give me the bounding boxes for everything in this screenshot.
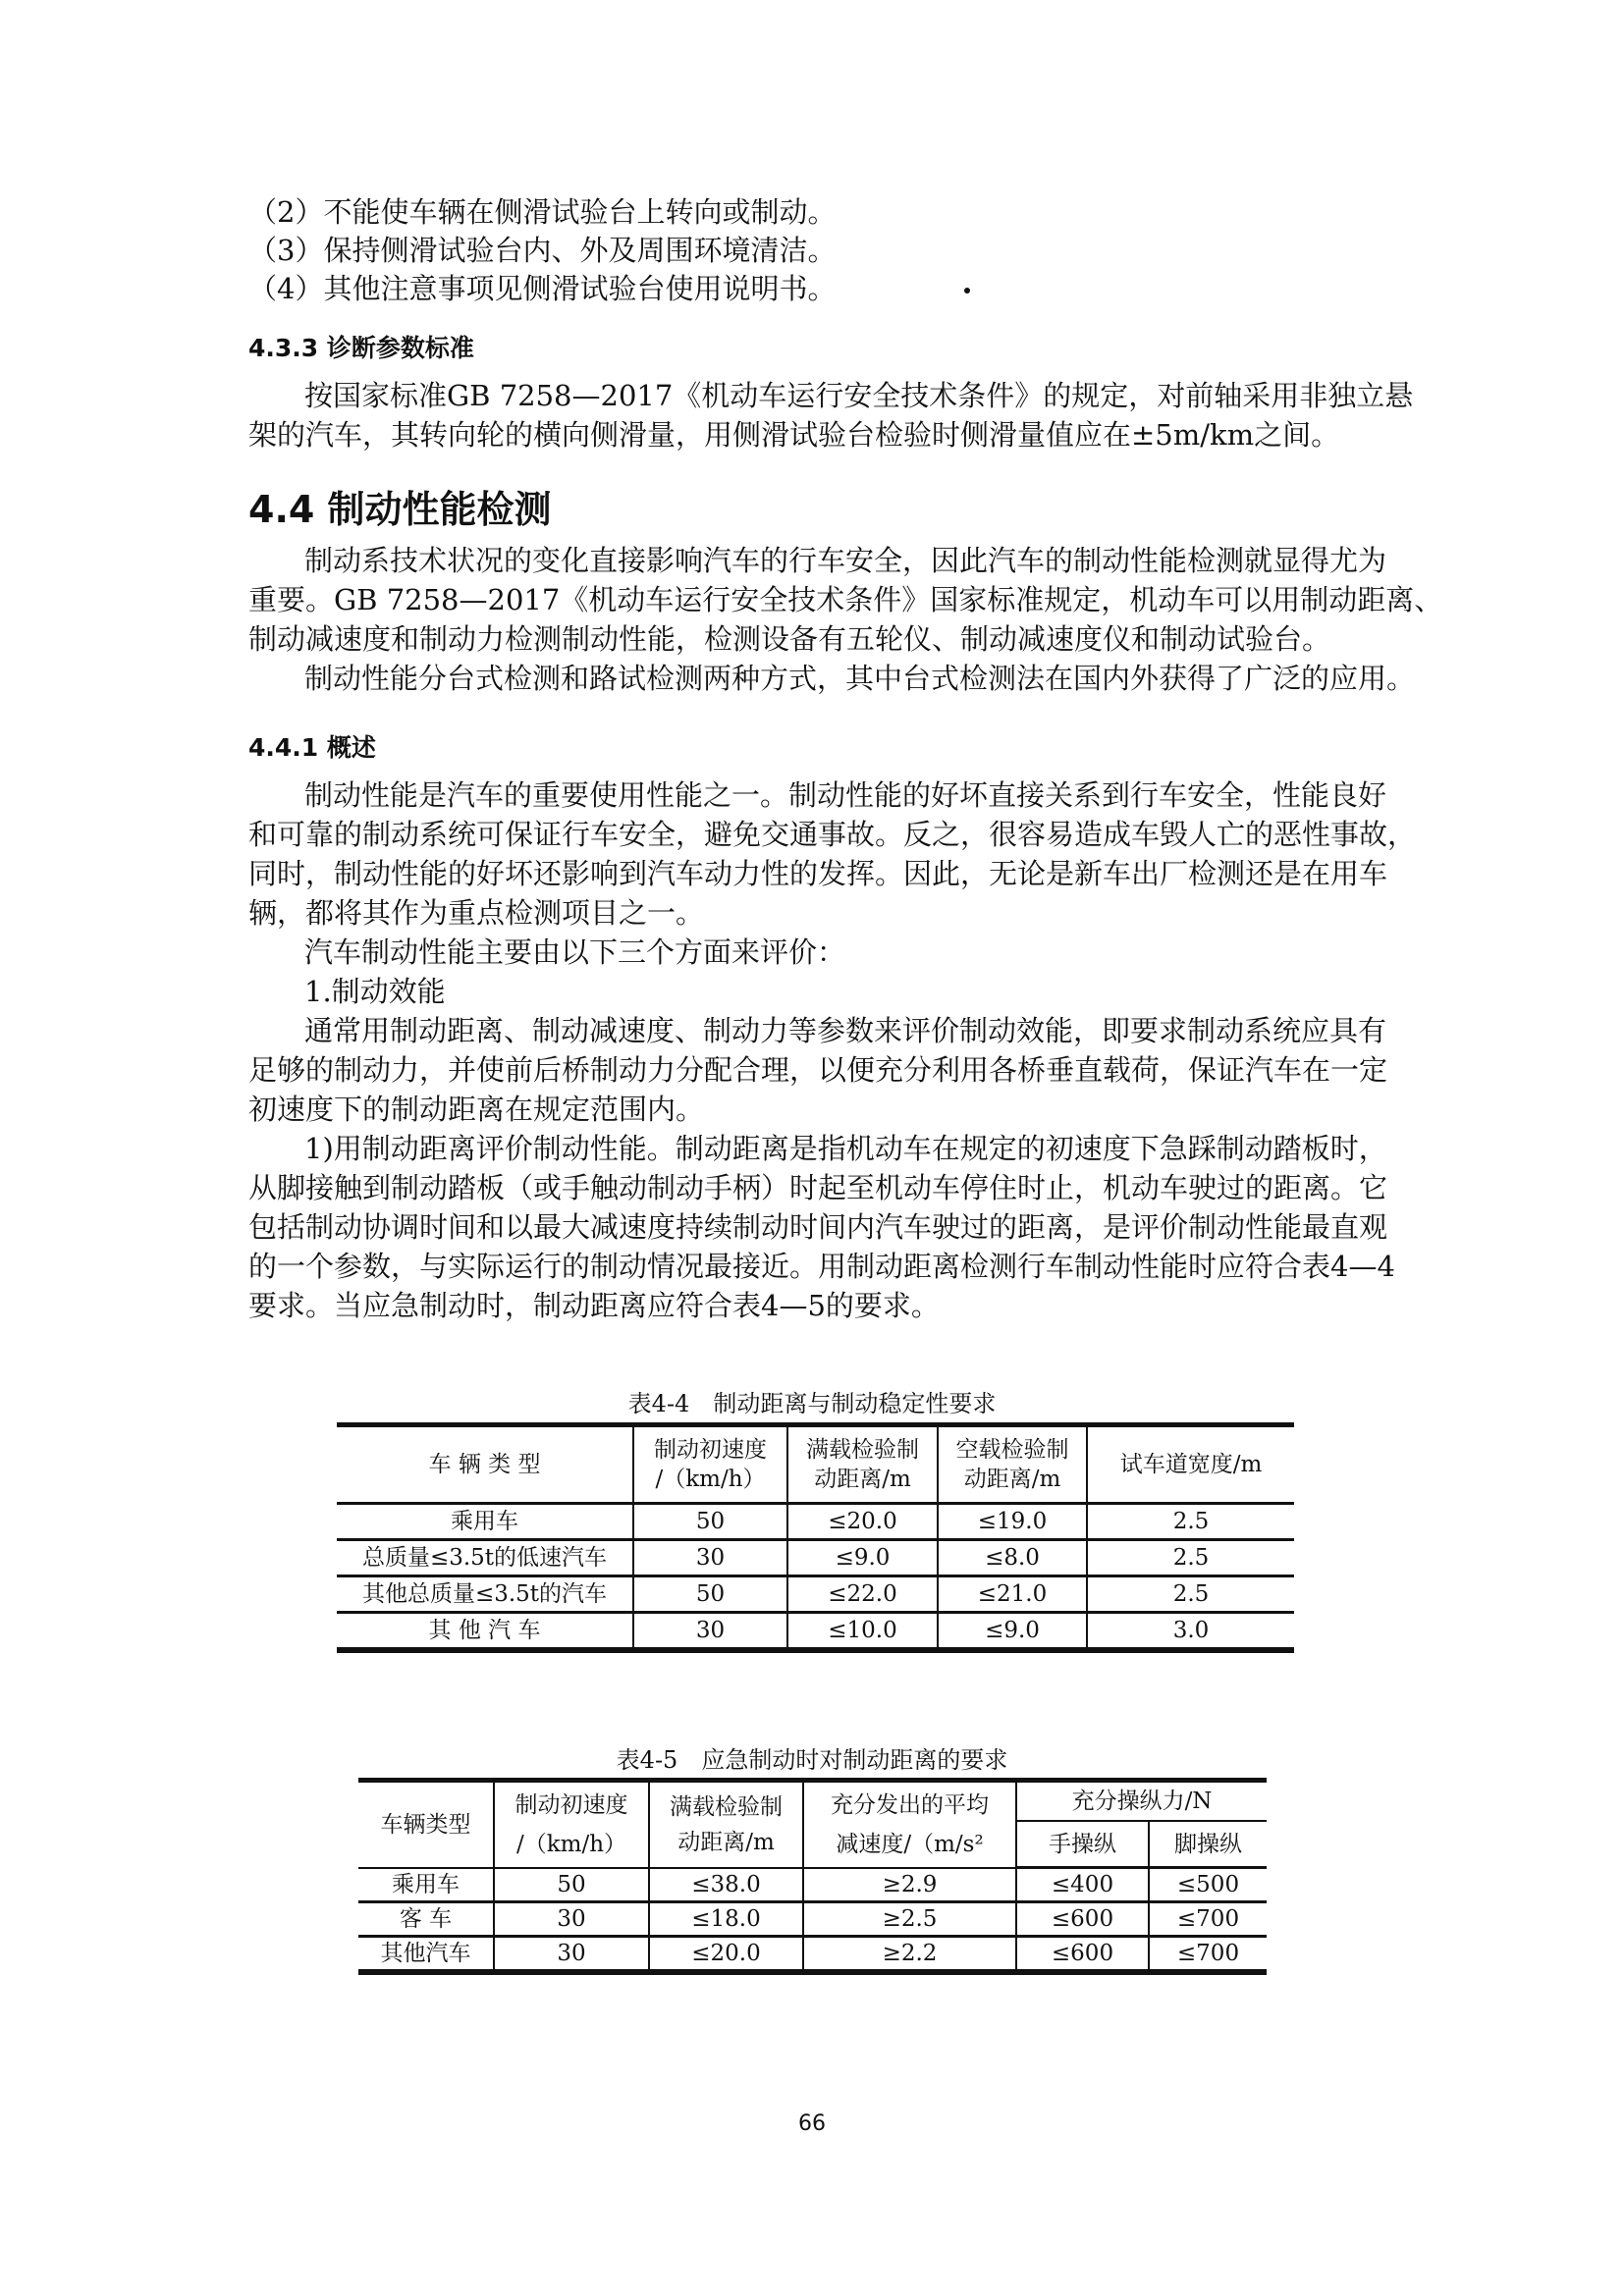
cell-speed: 30 — [494, 1937, 649, 1973]
cell-deceleration: ≥2.2 — [803, 1937, 1016, 1973]
cell-vehicle-type: 乘用车 — [337, 1504, 633, 1540]
header-foot-control: 脚操纵 — [1149, 1821, 1267, 1868]
paragraph-line: 的一个参数，与实际运行的制动情况最接近。用制动距离检测行车制动性能时应符合表4—4 — [248, 1250, 1395, 1283]
header-laden-distance: 满载检验制 动距离/m — [649, 1781, 803, 1868]
cell-laden-distance: ≤18.0 — [649, 1902, 803, 1937]
cell-hand-force: ≤600 — [1016, 1902, 1149, 1937]
section-heading-4-4: 4.4 制动性能检测 — [248, 488, 552, 531]
header-vehicle-type: 车辆类型 — [358, 1781, 494, 1868]
section-heading-4-3-3: 4.3.3 诊断参数标准 — [248, 334, 474, 362]
cell-deceleration: ≥2.5 — [803, 1902, 1016, 1937]
cell-deceleration: ≥2.9 — [803, 1868, 1016, 1902]
cell-vehicle-type: 客 车 — [358, 1902, 494, 1937]
cell-foot-force: ≤700 — [1149, 1937, 1267, 1973]
paragraph-line: 1)用制动距离评价制动性能。制动距离是指机动车在规定的初速度下急踩制动踏板时， — [304, 1132, 1387, 1165]
note-item-3: （3）保持侧滑试验台内、外及周围环境清洁。 — [248, 234, 837, 267]
paragraph-line: 和可靠的制动系统可保证行车安全，避免交通事故。反之，很容易造成车毁人亡的恶性事故， — [248, 818, 1417, 851]
cell-laden-distance: ≤20.0 — [649, 1937, 803, 1973]
paragraph-line: 包括制动协调时间和以最大减速度持续制动时间内汽车驶过的距离，是评价制动性能最直观 — [248, 1210, 1388, 1244]
paragraph-line: 制动性能分台式检测和路试检测两种方式，其中台式检测法在国内外获得了广泛的应用。 — [304, 662, 1416, 695]
cell-hand-force: ≤600 — [1016, 1937, 1149, 1973]
table-row — [358, 1868, 1267, 1902]
page-number: 66 — [798, 2111, 826, 2136]
cell-vehicle-type: 其他总质量≤3.5t的汽车 — [337, 1576, 633, 1613]
section-heading-4-4-1: 4.4.1 概述 — [248, 733, 376, 762]
paragraph-line: 制动系技术状况的变化直接影响汽车的行车安全，因此汽车的制动性能检测就显得尤为 — [304, 544, 1387, 577]
table-row — [337, 1613, 1294, 1651]
cell-hand-force: ≤400 — [1016, 1868, 1149, 1902]
cell-speed: 30 — [633, 1540, 787, 1576]
paragraph-line: 汽车制动性能主要由以下三个方面来评价： — [304, 935, 846, 969]
cell-unladen-distance: ≤19.0 — [938, 1504, 1087, 1540]
cell-speed: 30 — [633, 1613, 787, 1651]
table-4-5 — [358, 1778, 1267, 1975]
table-row — [358, 1902, 1267, 1937]
table-row — [337, 1540, 1294, 1576]
header-unladen-distance: 空载检验制 动距离/m — [938, 1425, 1087, 1504]
paragraph-line: 足够的制动力，并使前后桥制动力分配合理，以便充分利用各桥垂直载荷，保证汽车在一定 — [248, 1053, 1388, 1087]
paragraph-line: 辆，都将其作为重点检测项目之一。 — [248, 896, 705, 930]
cell-unladen-distance: ≤9.0 — [938, 1613, 1087, 1651]
table-header-row — [358, 1781, 1267, 1822]
cell-speed: 50 — [633, 1504, 787, 1540]
cell-lane-width: 2.5 — [1087, 1576, 1294, 1613]
header-mean-deceleration: 充分发出的平均 减速度/（m/s² — [803, 1781, 1016, 1868]
cell-vehicle-type: 其他汽车 — [358, 1937, 494, 1973]
paragraph-line: 制动减速度和制动力检测制动性能，检测设备有五轮仪、制动减速度仪和制动试验台。 — [248, 622, 1331, 656]
header-vehicle-type: 车 辆 类 型 — [337, 1425, 633, 1504]
cell-foot-force: ≤500 — [1149, 1868, 1267, 1902]
table-row — [358, 1937, 1267, 1973]
table-row — [337, 1504, 1294, 1540]
cell-unladen-distance: ≤21.0 — [938, 1576, 1087, 1613]
cell-speed: 50 — [494, 1868, 649, 1902]
cell-laden-distance: ≤9.0 — [787, 1540, 938, 1576]
cell-unladen-distance: ≤8.0 — [938, 1540, 1087, 1576]
paragraph-line: 按国家标准GB 7258—2017《机动车运行安全技术条件》的规定，对前轴采用非独立悬 — [304, 379, 1414, 412]
header-hand-control: 手操纵 — [1016, 1821, 1149, 1868]
cell-vehicle-type: 其 他 汽 车 — [337, 1613, 633, 1651]
cell-laden-distance: ≤20.0 — [787, 1504, 938, 1540]
paragraph-line: 架的汽车，其转向轮的横向侧滑量，用侧滑试验台检验时侧滑量值应在±5m/km之间。 — [248, 418, 1340, 452]
paragraph-line: 初速度下的制动距离在规定范围内。 — [248, 1093, 705, 1126]
paragraph-line: 制动性能是汽车的重要使用性能之一。制动性能的好坏直接关系到行车安全，性能良好 — [304, 778, 1387, 812]
note-item-4: （4）其他注意事项见侧滑试验台使用说明书。 — [248, 272, 837, 305]
header-initial-speed: 制动初速度 /（km/h） — [494, 1781, 649, 1868]
cell-speed: 30 — [494, 1902, 649, 1937]
cell-vehicle-type: 总质量≤3.5t的低速汽车 — [337, 1540, 633, 1576]
table-4-5-caption: 表4-5 应急制动时对制动距离的要求 — [616, 1746, 1008, 1774]
table-row — [337, 1576, 1294, 1613]
cell-lane-width: 2.5 — [1087, 1504, 1294, 1540]
paragraph-line: 同时，制动性能的好坏还影响到汽车动力性的发挥。因此，无论是新车出厂检测还是在用车 — [248, 857, 1388, 890]
header-test-lane-width: 试车道宽度/m — [1087, 1425, 1294, 1504]
cell-lane-width: 3.0 — [1087, 1613, 1294, 1651]
paragraph-line: 从脚接触到制动踏板（或手触动制动手柄）时起至机动车停住时止，机动车驶过的距离。它 — [248, 1171, 1388, 1204]
header-initial-speed: 制动初速度 /（km/h） — [633, 1425, 787, 1504]
cell-vehicle-type: 乘用车 — [358, 1868, 494, 1902]
header-laden-distance: 满载检验制 动距离/m — [787, 1425, 938, 1504]
subheading-braking-efficiency: 1.制动效能 — [304, 975, 446, 1008]
table-4-4-caption: 表4-4 制动距离与制动稳定性要求 — [627, 1390, 997, 1417]
cell-laden-distance: ≤10.0 — [787, 1613, 938, 1651]
table-header-row — [337, 1425, 1294, 1504]
paragraph-line: 通常用制动距离、制动减速度、制动力等参数来评价制动效能，即要求制动系统应具有 — [304, 1014, 1387, 1047]
cell-laden-distance: ≤38.0 — [649, 1868, 803, 1902]
paragraph-line: 要求。当应急制动时，制动距离应符合表4—5的要求。 — [248, 1289, 940, 1322]
cell-laden-distance: ≤22.0 — [787, 1576, 938, 1613]
cell-foot-force: ≤700 — [1149, 1902, 1267, 1937]
table-4-4 — [337, 1422, 1294, 1653]
paragraph-line: 重要。GB 7258—2017《机动车运行安全技术条件》国家标准规定，机动车可以用制动距离、 — [248, 583, 1443, 616]
cell-speed: 50 — [633, 1576, 787, 1613]
stray-dot-mark — [964, 288, 970, 294]
cell-lane-width: 2.5 — [1087, 1540, 1294, 1576]
note-item-2: （2）不能使车辆在侧滑试验台上转向或制动。 — [248, 195, 837, 229]
header-control-force-group: 充分操纵力/N — [1016, 1781, 1267, 1822]
